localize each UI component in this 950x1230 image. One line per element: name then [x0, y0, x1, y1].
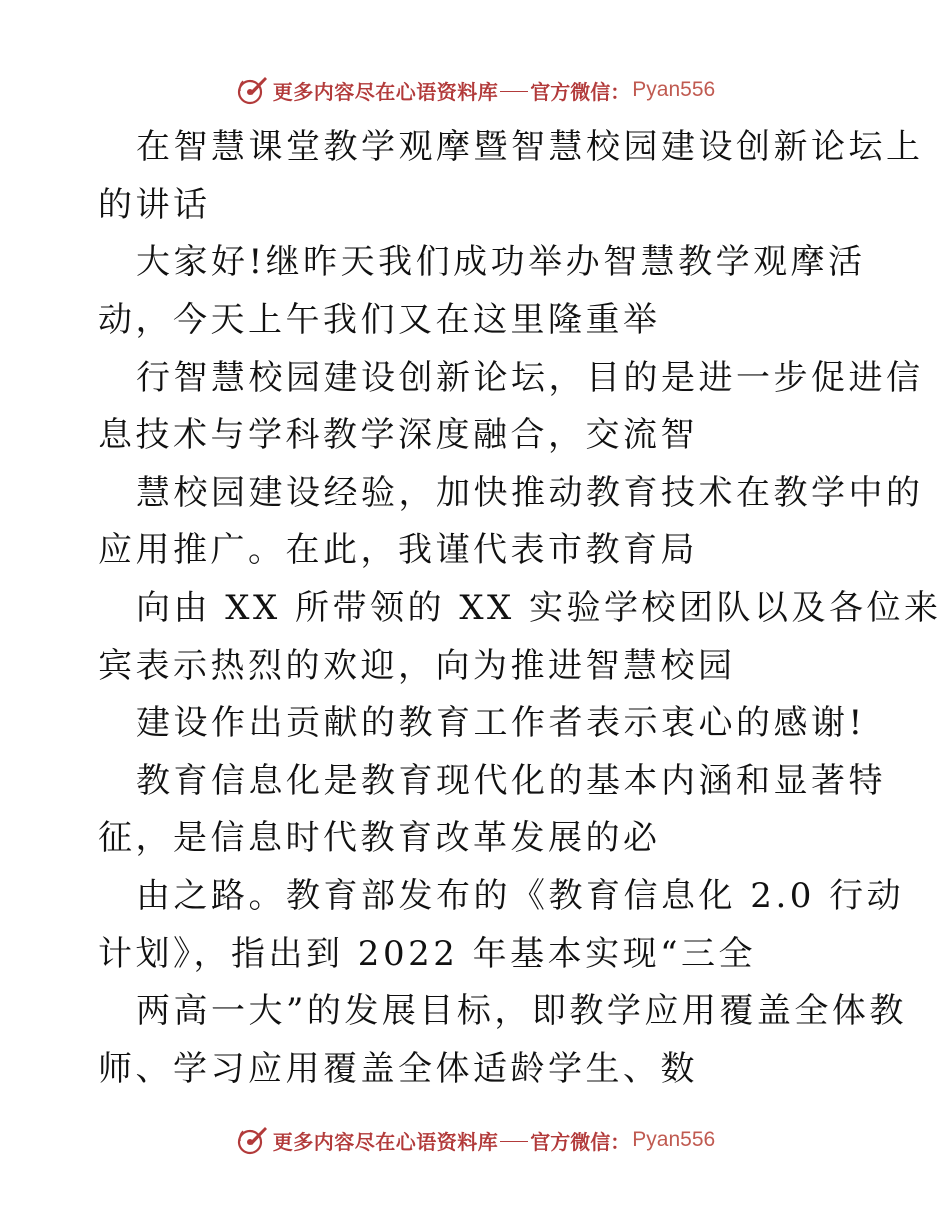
header-wechat-label: 官方微信： [530, 79, 631, 104]
doc-line: 的讲话 [98, 185, 211, 225]
footer-brand-text: 更多内容尽在心语资料库 [272, 1129, 499, 1154]
doc-line: 建设作出贡献的教育工作者表示衷心的感谢! [136, 703, 866, 743]
doc-line: 行智慧校园建设创新论坛，目的是进一步促进信 [136, 358, 924, 398]
footer-dash [500, 1141, 528, 1142]
header-brand-text: 更多内容尽在心语资料库 [272, 79, 499, 104]
footer-wechat-id: Pyan556 [632, 1128, 716, 1151]
doc-line: 动，今天上午我们又在这里隆重举 [98, 300, 661, 340]
doc-line: 应用推广。在此，我谨代表市教育局 [98, 530, 698, 570]
doc-line: 师、学习应用覆盖全体适龄学生、数 [98, 1049, 698, 1089]
footer-banner [0, 1120, 950, 1160]
quill-logo-icon [235, 1123, 269, 1157]
doc-line: 向由 XX 所带领的 XX 实验学校团队以及各位来 [136, 588, 942, 628]
header-wechat-id: Pyan556 [632, 78, 716, 101]
doc-line: 计划》，指出到 2022 年基本实现“三全 [98, 934, 757, 974]
doc-line: 征，是信息时代教育改革发展的必 [98, 818, 661, 858]
footer-wechat-label: 官方微信： [530, 1129, 631, 1154]
doc-line: 在智慧课堂教学观摩暨智慧校园建设创新论坛上 [136, 127, 924, 167]
doc-line: 教育信息化是教育现代化的基本内涵和显著特 [136, 761, 886, 801]
doc-line: 由之路。教育部发布的《教育信息化 2.0 行动 [136, 876, 905, 916]
doc-line: 宾表示热烈的欢迎，向为推进智慧校园 [98, 646, 736, 686]
doc-line: 两高一大”的发展目标，即教学应用覆盖全体教 [136, 991, 907, 1031]
doc-line: 息技术与学科教学深度融合，交流智 [98, 415, 698, 455]
doc-line: 大家好!继昨天我们成功举办智慧教学观摩活 [136, 242, 866, 282]
doc-line: 慧校园建设经验，加快推动教育技术在教学中的 [136, 473, 924, 513]
